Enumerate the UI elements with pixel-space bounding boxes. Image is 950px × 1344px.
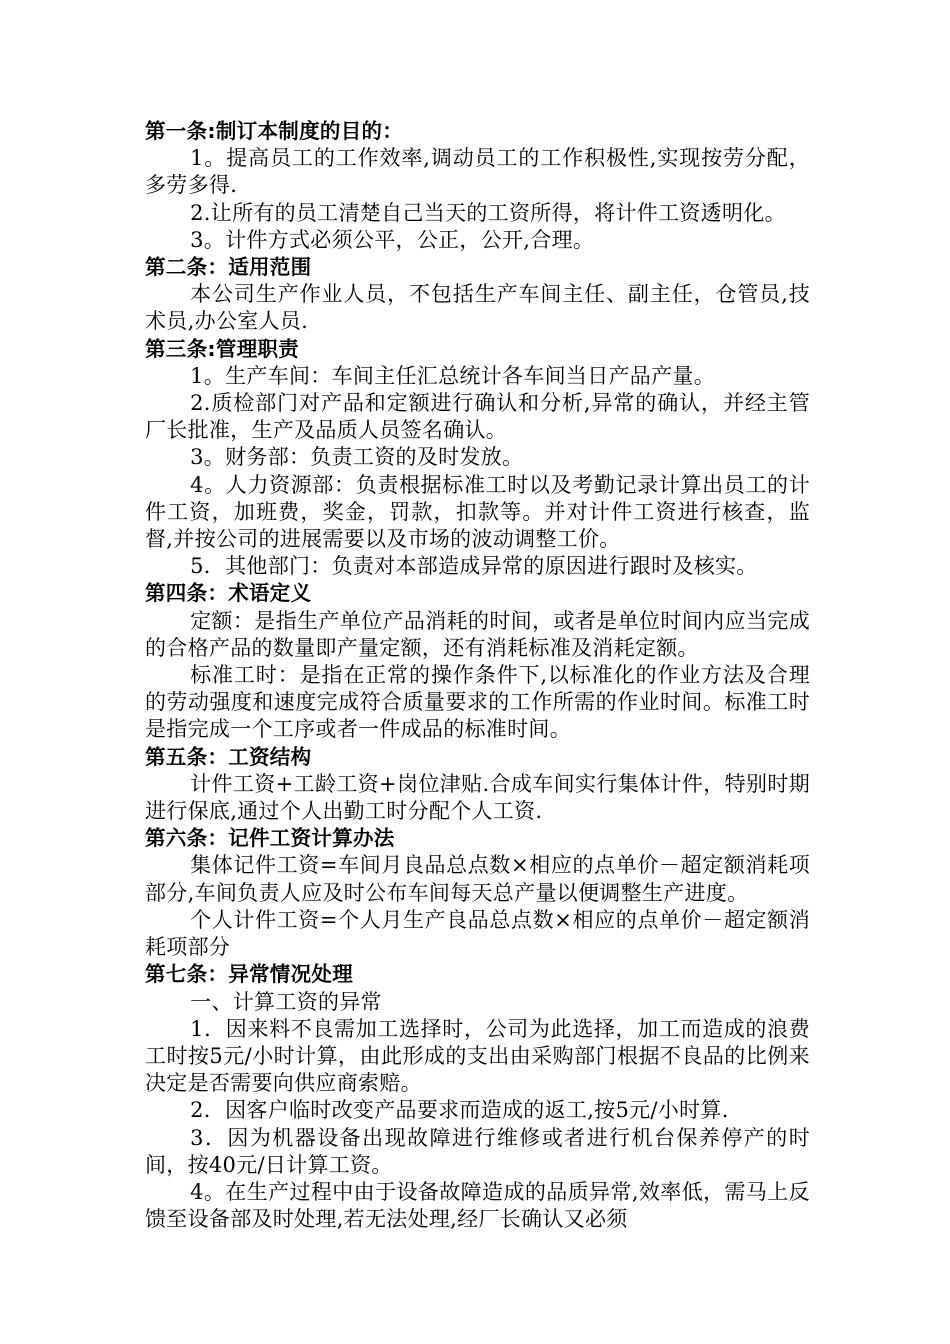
section-paragraph: 2.让所有的员工清楚自己当天的工资所得，将计件工资透明化。 <box>190 200 786 225</box>
section-paragraph: 3．因为机器设备出现故障进行维修或者进行机台保养停产的时间，按40元/日计算工资。 <box>145 1125 810 1177</box>
section-paragraph: 4。人力资源部：负责根据标准工时以及考勤记录计算出员工的计件工资，加班费，奖金，罚款，扣款等。并对计件工资进行核查，监督,并按公司的进展需要以及市场的波动调整工价。 <box>145 472 810 552</box>
section-heading: 第四条：术语定义 <box>145 581 312 606</box>
section-paragraph: 3。计件方式必须公平，公正，公开,合理。 <box>190 227 595 252</box>
section-paragraph: 1。提高员工的工作效率,调动员工的工作积极性,实现按劳分配，多劳多得. <box>145 146 810 198</box>
section-paragraph: 1．因来料不良需加工选择时，公司为此选择，加工而造成的浪费工时按5元/小时计算，由此形成的支出由采购部门根据不良品的比例来决定是否需要向供应商索赔。 <box>145 1016 810 1096</box>
section-paragraph: 2.质检部门对产品和定额进行确认和分析,异常的确认，并经主管厂长批准，生产及品质人员签名确认。 <box>145 391 810 443</box>
section-paragraph: 1。生产车间：车间主任汇总统计各车间当日产品产量。 <box>190 363 715 388</box>
section-heading: 第六条：记件工资计算办法 <box>145 826 395 851</box>
section-paragraph: 个人计件工资=个人月生产良品总点数×相应的点单价－超定额消耗项部分 <box>145 907 810 960</box>
section-heading: 第二条：适用范围 <box>145 255 312 280</box>
section-paragraph: 定额：是指生产单位产品消耗的时间，或者是单位时间内应当完成的合格产品的数量即产量定额，还有消耗标准及消耗定额。 <box>145 608 810 660</box>
section-heading: 第七条：异常情况处理 <box>145 962 353 987</box>
section-paragraph: 2．因客户临时改变产品要求而造成的返工,按5元/小时算. <box>190 1098 729 1123</box>
section-paragraph: 4。在生产过程中由于设备故障造成的品质异常,效率低，需马上反馈至设备部及时处理,若无法处理,经厂长确认又必须 <box>145 1179 810 1232</box>
section-paragraph: 3。财务部：负责工资的及时发放。 <box>190 445 524 470</box>
section-paragraph: 标准工时：是指在正常的操作条件下,以标准化的作业方法及合理的劳动强度和速度完成符合质量要求的工作所需的作业时间。标准工时是指完成一个工序或者一件成品的标准时间。 <box>145 663 810 742</box>
section-paragraph: 一、计算工资的异常 <box>190 989 382 1014</box>
section-heading: 第五条：工资结构 <box>145 744 312 769</box>
document-page <box>145 118 810 1233</box>
section-paragraph: 本公司生产作业人员，不包括生产车间主任、副主任，仓管员,技术员,办公室人员. <box>145 282 810 334</box>
section-paragraph: 5．其他部门：负责对本部造成异常的原因进行跟时及核实。 <box>190 554 758 579</box>
section-heading: 第三条:管理职责 <box>145 336 300 361</box>
section-paragraph: 计件工资+工龄工资+岗位津贴.合成车间实行集体计件，特别时期进行保底,通过个人出勤工时分配个人工资. <box>145 771 810 824</box>
section-paragraph: 集体记件工资=车间月良品总点数×相应的点单价－超定额消耗项部分,车间负责人应及时公布车间每天总产量以便调整生产进度。 <box>145 853 810 905</box>
section-heading: 第一条:制订本制度的目的： <box>145 119 404 143</box>
